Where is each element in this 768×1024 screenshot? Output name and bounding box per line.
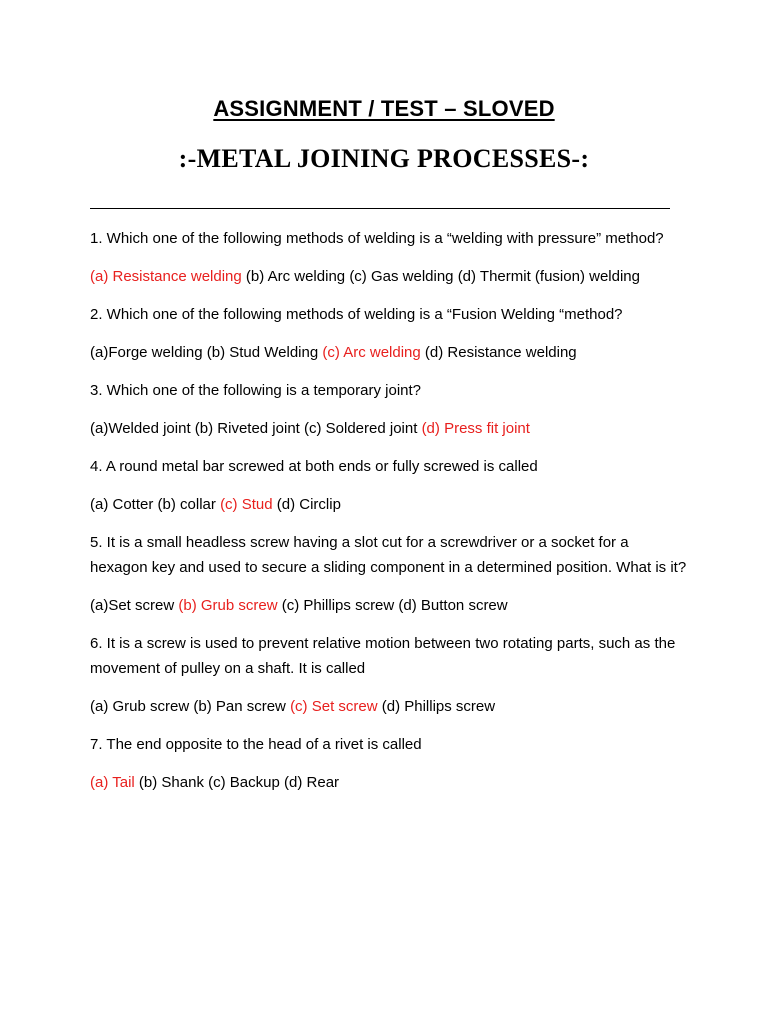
divider bbox=[90, 208, 670, 209]
question-1: 1. Which one of the following methods of welding is a “welding with pressure” method? bbox=[90, 230, 664, 247]
option-5-c: (c) Phillips screw bbox=[281, 597, 395, 614]
options-3 bbox=[90, 416, 690, 441]
option-7-d: (d) Rear bbox=[284, 774, 340, 791]
option-2-d: (d) Resistance welding bbox=[424, 344, 577, 361]
page-subtitle: :-METAL JOINING PROCESSES-: bbox=[178, 144, 590, 173]
option-6-a: (a) Grub screw bbox=[90, 698, 190, 715]
question-3: 3. Which one of the following is a temporary joint? bbox=[90, 382, 422, 399]
option-6-c: (c) Set screw bbox=[290, 698, 378, 715]
options-2 bbox=[90, 340, 690, 365]
option-3-c: (c) Soldered joint bbox=[304, 420, 418, 437]
option-1-b: (b) Arc welding bbox=[245, 268, 346, 285]
option-7-c: (c) Backup bbox=[208, 774, 280, 791]
options-7 bbox=[90, 770, 690, 795]
option-2-b: (b) Stud Welding bbox=[206, 344, 319, 361]
option-1-c: (c) Gas welding bbox=[349, 268, 454, 285]
option-3-b: (b) Riveted joint bbox=[194, 420, 300, 437]
options-1 bbox=[90, 264, 690, 289]
question-list bbox=[90, 226, 690, 808]
question-2: 2. Which one of the following methods of welding is a “Fusion Welding “method? bbox=[90, 306, 623, 323]
option-4-b: (b) collar bbox=[157, 496, 216, 513]
option-2-a: (a)Forge welding bbox=[90, 344, 203, 361]
option-1-a: (a) Resistance welding bbox=[90, 268, 242, 285]
options-5 bbox=[90, 593, 690, 618]
option-3-d: (d) Press fit joint bbox=[421, 420, 530, 437]
option-4-a: (a) Cotter bbox=[90, 496, 154, 513]
question-7: 7. The end opposite to the head of a rivet is called bbox=[90, 736, 422, 753]
option-3-a: (a)Welded joint bbox=[90, 420, 191, 437]
page-title: ASSIGNMENT / TEST – SLOVED bbox=[213, 96, 555, 121]
option-5-d: (d) Button screw bbox=[398, 597, 508, 614]
question-5: 5. It is a small headless screw having a slot cut for a screwdriver or a socket for a hexagon key and used to secure a sliding component in a determined position. What is it? bbox=[90, 534, 687, 576]
option-7-b: (b) Shank bbox=[138, 774, 204, 791]
options-4 bbox=[90, 492, 690, 517]
question-4: 4. A round metal bar screwed at both ends or fully screwed is called bbox=[90, 458, 538, 475]
option-6-d: (d) Phillips screw bbox=[381, 698, 496, 715]
option-6-b: (b) Pan screw bbox=[193, 698, 286, 715]
question-6: 6. It is a screw is used to prevent relative motion between two rotating parts, such as the movement of pulley on a shaft. It is called bbox=[90, 635, 676, 677]
option-2-c: (c) Arc welding bbox=[322, 344, 421, 361]
option-5-a: (a)Set screw bbox=[90, 597, 175, 614]
option-1-d: (d) Thermit (fusion) welding bbox=[457, 268, 640, 285]
options-6 bbox=[90, 694, 690, 719]
option-4-c: (c) Stud bbox=[220, 496, 273, 513]
option-4-d: (d) Circlip bbox=[276, 496, 341, 513]
option-7-a: (a) Tail bbox=[90, 774, 135, 791]
option-5-b: (b) Grub screw bbox=[178, 597, 278, 614]
